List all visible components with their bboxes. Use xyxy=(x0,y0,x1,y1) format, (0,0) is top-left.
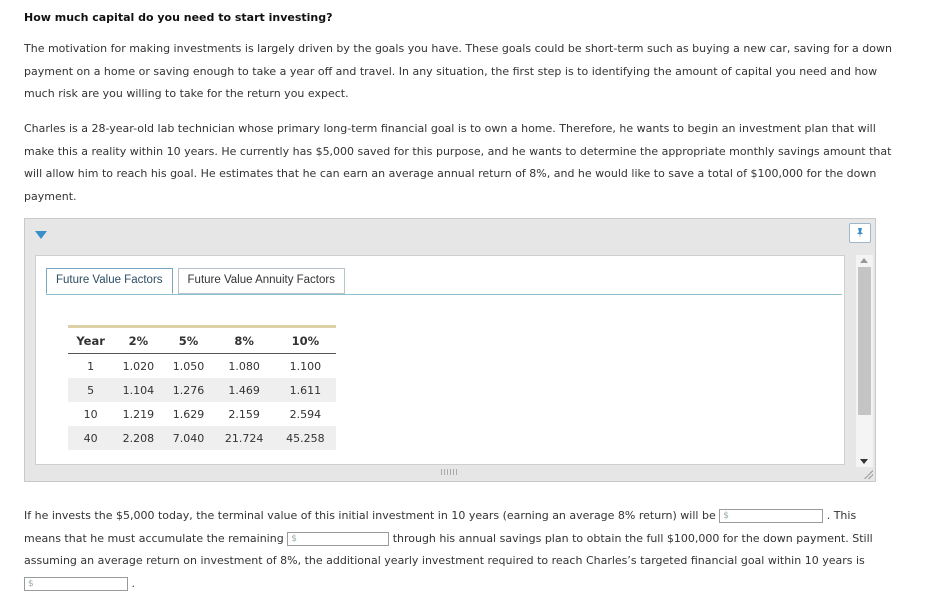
scenario-paragraph: Charles is a 28-year-old lab technician whose primary long-term financial goal is to own a home. Therefore, he wants to begin an investment plan that will make this a reality within 10 years. He currently has $5,000 saved for this purpose, and he wants to determine the appropriate monthly savings amount that will allow him to reach his goal. He estimates that he can earn an average annual return of 8%, and he would like to save a total of $100,000 for the down payment. xyxy=(24,122,892,203)
yearly-investment-input[interactable] xyxy=(24,577,128,591)
table-cell: 40 xyxy=(68,426,113,450)
resize-grip-icon[interactable] xyxy=(863,469,873,479)
dollar-prefix: $ xyxy=(723,511,729,521)
panel-content xyxy=(35,255,845,465)
question-text-3: through his annual savings plan to obtain the full $100,000 for the down payment. Still assuming an average return on investment of 8%, the additional yearly investment required to reach Charles’s targeted financial goal within 10 years is xyxy=(24,531,873,567)
question-text-2: . This means that he must accumulate the remaining xyxy=(24,509,857,545)
table-row xyxy=(68,426,336,450)
question-text-1: If he invests the $5,000 today, the terminal value of this initial investment in 10 years (earning an average 8% return) will be xyxy=(24,509,716,522)
tab-future-value-annuity-factors[interactable]: Future Value Annuity Factors xyxy=(178,268,345,294)
question-paragraph xyxy=(24,505,894,595)
table-cell: 1.276 xyxy=(163,378,213,402)
table-cell: 1.629 xyxy=(172,407,205,421)
terminal-value-input[interactable] xyxy=(719,509,823,523)
intro-paragraph: The motivation for making investments is largely driven by the goals you have. These goals could be short-term such as buying a new car, saving for a down payment on a home or saving enough to take a year off and travel. In any situation, the first step is to identifying the amount of capital you need and how much risk are you willing to take for the return you expect. xyxy=(24,42,892,100)
table-header-row xyxy=(68,328,336,354)
table-row xyxy=(68,402,336,426)
dollar-prefix: $ xyxy=(291,533,297,544)
header-5pct: 5% xyxy=(163,328,213,354)
header-year: Year xyxy=(68,328,113,354)
table-cell: 1.104 xyxy=(113,378,163,402)
table-cell: 45.258 xyxy=(275,426,336,450)
table-cell: 10 xyxy=(83,407,98,421)
future-value-factor-table xyxy=(68,328,336,450)
scrollbar-thumb[interactable] xyxy=(858,267,871,415)
table-row xyxy=(68,354,336,379)
table-cell: 1.100 xyxy=(289,359,322,373)
table-cell: 1.219 xyxy=(122,407,155,421)
question-text-4: . xyxy=(131,576,135,590)
pin-button[interactable] xyxy=(849,223,871,243)
header-2pct: 2% xyxy=(113,328,163,354)
horizontal-splitter-handle[interactable] xyxy=(441,469,459,475)
pin-icon xyxy=(854,227,866,239)
factor-table-panel xyxy=(24,218,876,482)
scroll-down-arrow-icon[interactable] xyxy=(860,459,868,464)
tab-future-value-factors[interactable]: Future Value Factors xyxy=(46,268,173,294)
table-cell: 1.020 xyxy=(122,359,155,373)
table-cell: 5 xyxy=(68,378,113,402)
collapse-triangle-icon[interactable] xyxy=(35,231,47,239)
table-cell: 1.080 xyxy=(228,359,260,373)
dollar-prefix: $ xyxy=(28,578,34,589)
table-row xyxy=(68,378,336,402)
remaining-amount-input[interactable] xyxy=(287,532,389,546)
page-title: How much capital do you need to start investing? xyxy=(24,11,333,24)
table-cell: 2.594 xyxy=(289,407,322,421)
table-cell: 1.611 xyxy=(275,378,336,402)
table-cell: 2.159 xyxy=(228,407,260,421)
header-10pct: 10% xyxy=(275,328,336,354)
table-cell: 1.050 xyxy=(172,359,205,373)
table-cell: 21.724 xyxy=(214,426,275,450)
table-cell: 7.040 xyxy=(163,426,213,450)
factor-table-wrapper xyxy=(68,325,336,465)
table-cell: 2.208 xyxy=(113,426,163,450)
header-8pct: 8% xyxy=(214,328,275,354)
table-cell: 1.469 xyxy=(214,378,275,402)
vertical-scrollbar[interactable] xyxy=(856,255,873,467)
tab-bar xyxy=(46,268,345,294)
tab-underline xyxy=(46,294,842,295)
scroll-up-arrow-icon[interactable] xyxy=(860,258,868,263)
table-cell: 1 xyxy=(87,359,95,373)
